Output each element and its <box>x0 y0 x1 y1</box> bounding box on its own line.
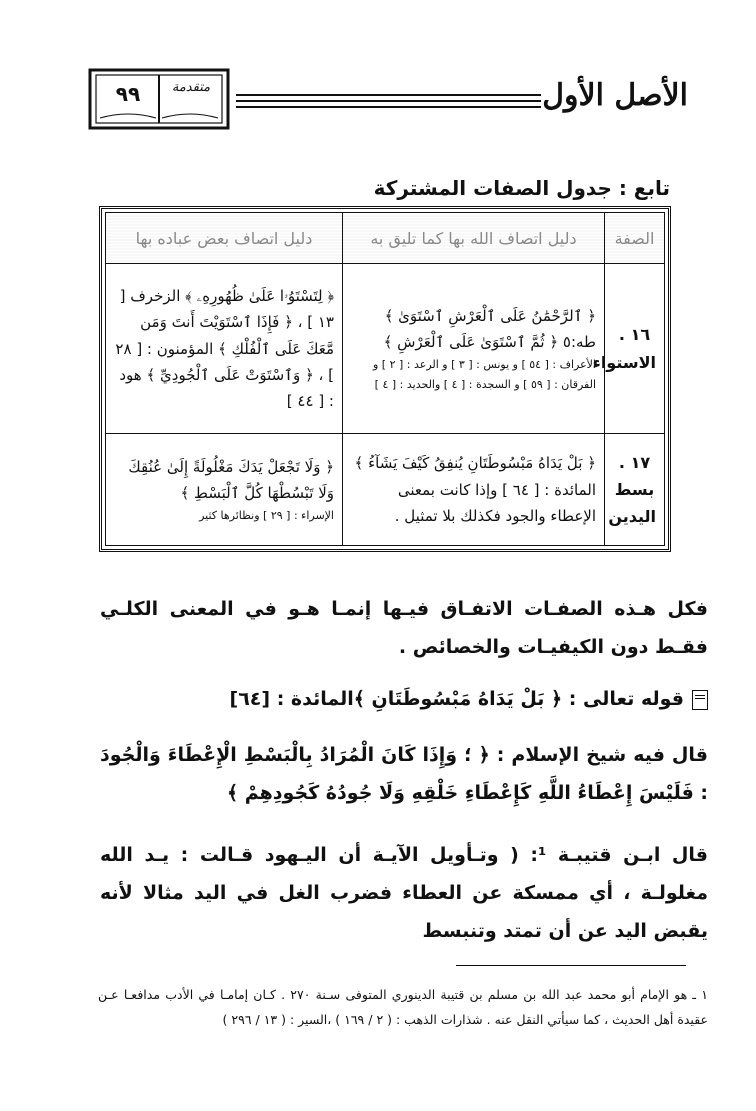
allah-evidence-cell <box>343 264 605 434</box>
header-rule <box>236 106 541 108</box>
evidence-text: ﴿ ٱلرَّحْمَٰنُ عَلَى ٱلْعَرْشِ ٱسْتَوَىٰ ﴾ طه:٥ ﴿ ثُمَّ ٱسْتَوَىٰ عَلَى ٱلْعَرْشِ ﴾ <box>383 306 596 351</box>
attribute-name: الاستواء <box>592 352 656 372</box>
evidence-refs: الأعراف : [ ٥٤ ] و يونس : [ ٣ ] و الرعد : [ ٢ ] و الفرقان : [ ٥٩ ] و السجدة : [ ٤ ] والحديد : [ ٤ ] <box>372 358 596 391</box>
table-row <box>106 264 665 434</box>
verse-paragraph <box>100 680 708 718</box>
table-row <box>106 434 665 546</box>
evidence-text: ﴿ بَلْ يَدَاهُ مَبْسُوطَتَانِ يُنفِقُ كَيْفَ يَشَآءُ ﴾ المائدة : [ ٦٤ ] وإذا كانت بمعنى الإعطاء والجود فكذلك بلا تمثيل . <box>354 454 596 525</box>
footnote: ١ ـ هو الإمام أبو محمد عبد الله بن مسلم بن قتيبة الدينوري المتوفى سـنة ٢٧٠ . كـان إمامـا في الأدب مدافعـا عـن عقيدة أهل الحديث ، كما سيأتي النقل عنه . شذارات الذهب : ( ٢ / ١٦٩ ) ،السير : ( ١٣ / ٢٩٦ ) <box>98 987 708 1027</box>
page-header <box>88 66 688 132</box>
body-paragraph: فكل هـذه الصفـات الاتفـاق فيـها إنمـا هـو في المعنى الكلـي فقـط دون الكيفيـات والخصائص . <box>100 598 708 658</box>
evidence-refs: الإسراء : [ ٢٩ ] ونظائرها كثير <box>199 509 334 523</box>
header-rule <box>236 94 541 96</box>
row-number: ١٧ . <box>618 452 651 472</box>
row-number: ١٦ . <box>618 325 651 345</box>
attribute-cell <box>592 264 665 434</box>
table-caption: تابع : جدول الصفات المشتركة <box>373 176 670 200</box>
column-header: دليل اتصاف بعض عباده بها <box>106 213 343 264</box>
body-paragraph: قال ابـن قتيبـة ¹: ( وتـأويل الآيـة أن اليـهود قـالت : يـد الله مغلولـة ، أي ممسكة عن العطاء فضرب الغل في اليد مثالا لأنه يقبض اليد عن أن تمتد وتنبسط <box>100 844 708 942</box>
body-paragraph: قال فيه شيخ الإسلام : ﴿ ؛ وَإِذَا كَانَ الْمُرَادُ بِالْبَسْطِ الْإِعْطَاءَ وَالْجُودَ : فَلَيْسَ إِعْطَاءُ اللَّهِ كَإِعْطَاءِ خَلْقِهِ وَلَا جُودُهُ كَجُودِهِمْ ﴾ <box>100 744 708 804</box>
attribute-name: بسط اليدين <box>608 480 656 527</box>
chapter-title: الأصل الأول <box>542 78 688 113</box>
evidence-text: ﴿ وَلَا تَجْعَلْ يَدَكَ مَغْلُولَةً إِلَىٰ عُنُقِكَ وَلَا تَبْسُطْهَا كُلَّ ٱلْبَسْطِ ﴾ <box>128 457 334 502</box>
book-label: متقدمة <box>171 80 211 95</box>
evidence-text: ﴿ لِتَسْتَوُۥا عَلَىٰ ظُهُورِهِۦ ﴾ الزخرف [ ١٣ ] ، ﴿ فَإِذَا ٱسْتَوَيْتَ أَنتَ وَمَن مَّعَكَ عَلَى ٱلْفُلْكِ ﴾ المؤمنون : [ ٢٨ ] ، ﴿ وَٱسْتَوَتْ عَلَى ٱلْجُودِيِّ ﴾ هود : [ ٤٤ ] <box>115 287 334 411</box>
attribute-cell <box>605 434 665 546</box>
column-header: دليل اتصاف الله بها كما تليق به <box>343 213 605 264</box>
footnote-rule <box>456 965 686 966</box>
page-number: ٩٩ <box>115 82 141 106</box>
verse-text: قوله تعالى : ﴿ بَلْ يَدَاهُ مَبْسُوطَتَانِ ﴾المائدة : [٦٤] <box>229 688 684 710</box>
column-header: الصفة <box>605 213 665 264</box>
header-rule <box>236 100 541 102</box>
table-header-row <box>106 213 665 264</box>
servants-evidence-cell <box>106 434 343 546</box>
allah-evidence-cell <box>343 434 605 546</box>
servants-evidence-cell <box>106 264 343 434</box>
attributes-table <box>99 206 671 552</box>
document-icon <box>692 690 708 710</box>
